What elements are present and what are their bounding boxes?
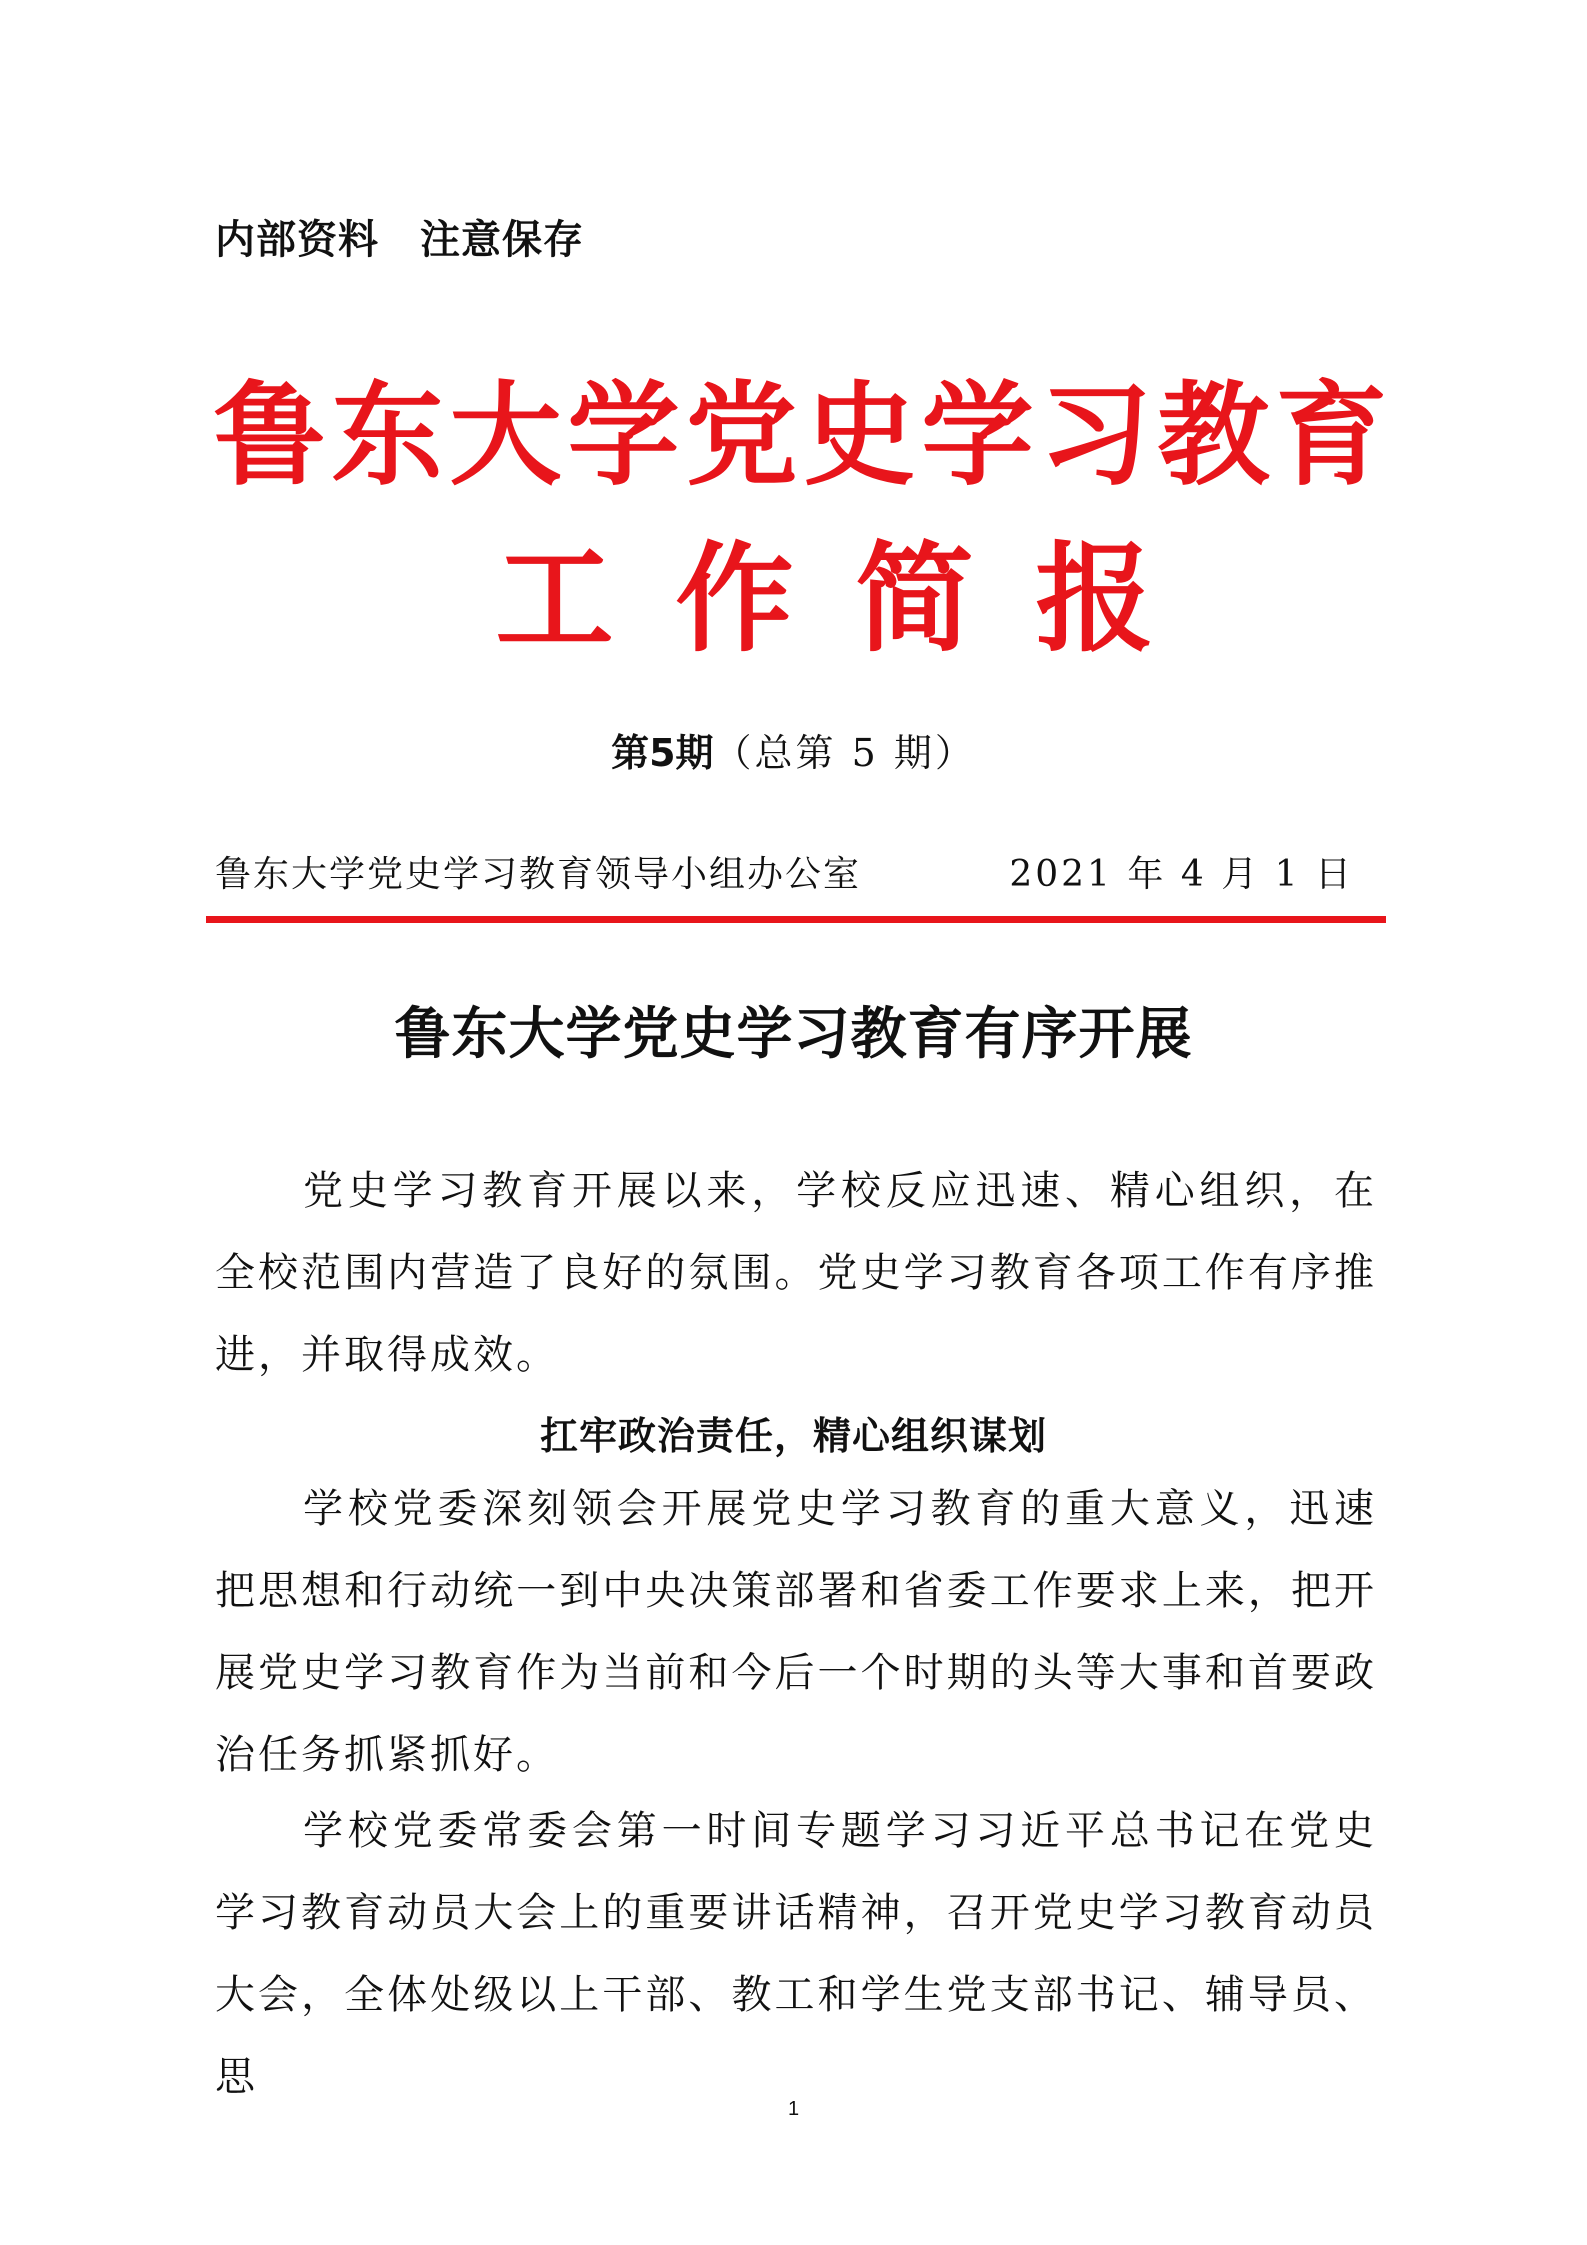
masthead-title-line1: 鲁东大学党史学习教育: [213, 371, 1394, 501]
intro-paragraph: 党史学习教育开展以来，学校反应迅速、精心组织，在全校范围内营造了良好的氛围。党史学习教育各项工作有序推进，并取得成效。: [215, 1168, 1377, 1378]
article-title: 鲁东大学党史学习教育有序开展: [394, 1001, 1193, 1067]
issue-main: 第5期: [611, 731, 714, 775]
red-divider-rule: [206, 916, 1386, 923]
publisher-office: 鲁东大学党史学习教育领导小组办公室: [215, 854, 862, 895]
issue-total: （总第 5 期）: [713, 731, 976, 775]
body-paragraph-2: 学校党委常委会第一时间专题学习习近平总书记在党史学习教育动员大会上的重要讲话精神，召开党史学习教育动员大会，全体处级以上干部、教工和学生党支部书记、辅导员、思: [215, 1808, 1377, 2100]
issue-number: [0, 722, 1587, 777]
body-paragraph-1: 学校党委深刻领会开展党史学习教育的重大意义，迅速把思想和行动统一到中央决策部署和省委工作要求上来，把开展党史学习教育作为当前和今后一个时期的头等大事和首要政治任务抓紧抓好。: [215, 1486, 1377, 1778]
publish-date: 2021 年 4 月 1 日: [1009, 854, 1354, 895]
section-heading: 扛牢政治责任，精心组织谋划: [539, 1414, 1047, 1458]
internal-document-note: 内部资料 注意保存: [215, 217, 584, 263]
page-number: 1: [787, 2098, 800, 2120]
masthead-title-line2: 工作简报: [495, 530, 1216, 668]
